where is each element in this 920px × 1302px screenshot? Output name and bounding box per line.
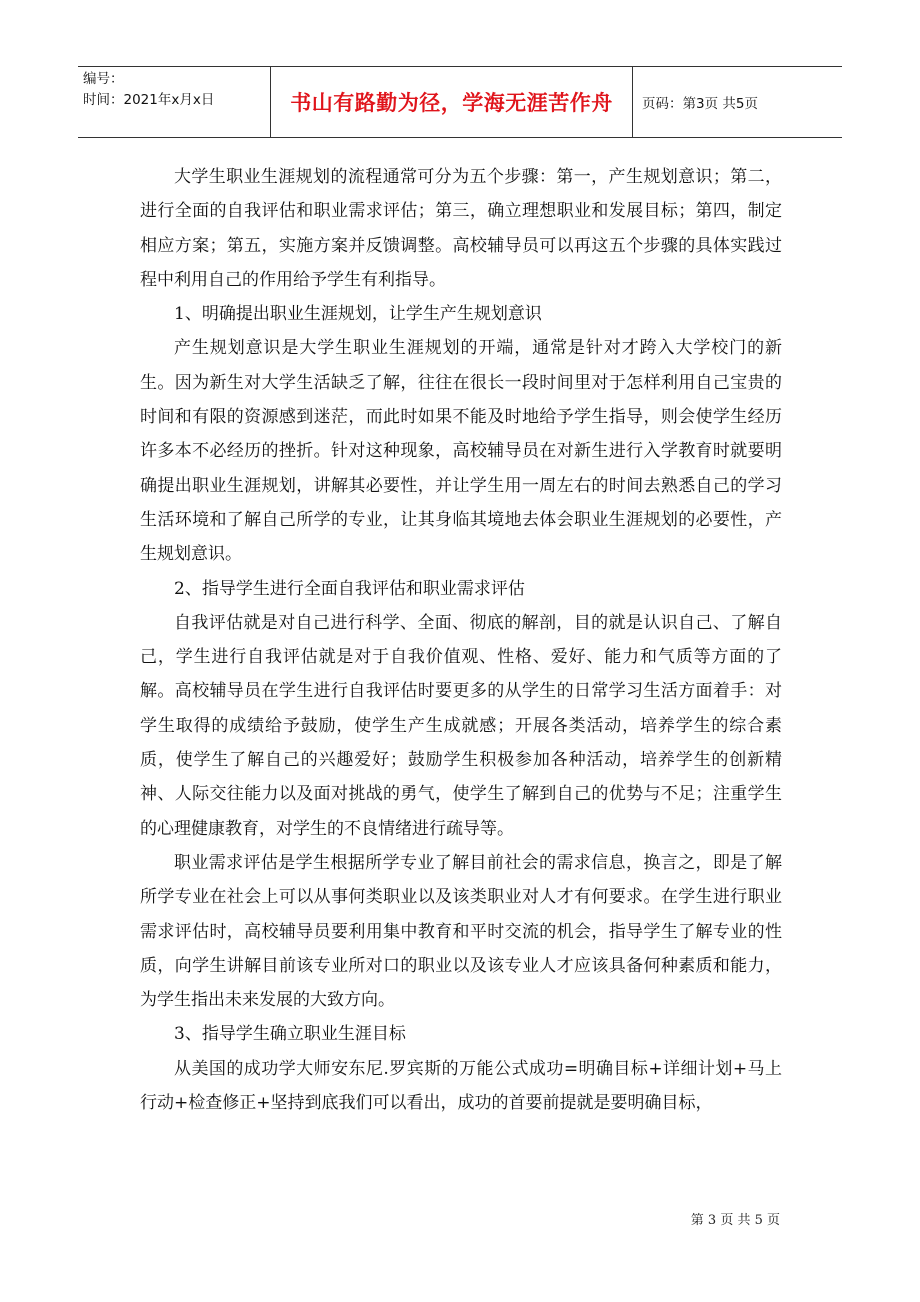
- serial-number-label: 编号：: [83, 71, 124, 87]
- header-meta: [78, 67, 271, 137]
- paragraph: 从美国的成功学大师安东尼.罗宾斯的万能公式成功=明确目标+详细计划+马上行动+检查修正+坚持到底我们可以看出，成功的首要前提就是要明确目标，: [140, 1058, 782, 1114]
- document-body: [140, 160, 782, 1120]
- paragraph: 自我评估就是对自己进行科学、全面、彻底的解剖，目的就是认识自己、了解自己，学生进行自我评估就是对于自我价值观、性格、爱好、能力和气质等方面的了解。高校辅导员在学生进行自我评估时要更多的从学生的日常学习生活方面着手：对学生取得的成绩给予鼓励，使学生产生成就感；开展各类活动，培养学生的综合素质，使学生了解自己的兴趣爱好；鼓励学生积极参加各种活动，培养学生的创新精神、人际交往能力以及面对挑战的勇气，使学生了解到自己的优势与不足；注重学生的心理健康教育，对学生的不良情绪进行疏导等。: [140, 612, 782, 839]
- section-heading-3: 3、指导学生确立职业生涯目标: [174, 1024, 406, 1045]
- paragraph: 产生规划意识是大学生职业生涯规划的开端，通常是针对才跨入大学校门的新生。因为新生对大学生活缺乏了解，往往在很长一段时间里对于怎样利用自己宝贵的时间和有限的资源感到迷茫，而此时如果不能及时地给予学生指导，则会使学生经历许多本不必经历的挫折。针对这种现象，高校辅导员在对新生进行入学教育时就要明确提出职业生涯规划，讲解其必要性，并让学生用一周左右的时间去熟悉自己的学习生活环境和了解自己所学的专业，让其身临其境地去体会职业生涯规划的必要性，产生规划意识。: [140, 338, 782, 565]
- page-footer: 第 3 页 共 5 页: [690, 1213, 780, 1228]
- header-motto: 书山有路勤为径，学海无涯苦作舟: [271, 67, 633, 137]
- paragraph: 职业需求评估是学生根据所学专业了解目前社会的需求信息，换言之，即是了解所学专业在社会上可以从事何类职业以及该类职业对人才有何要求。在学生进行职业需求评估时，高校辅导员要利用集中教育和平时交流的机会，指导学生了解专业的性质，向学生讲解目前该专业所对口的职业以及该专业人才应该具备何种素质和能力，为学生指出未来发展的大致方向。: [140, 852, 782, 1011]
- section-heading-2: 2、指导学生进行全面自我评估和职业需求评估: [174, 578, 525, 599]
- date-label: 时间：2021年x月x日: [83, 92, 215, 108]
- header-page-number: 页码：第3页 共5页: [642, 96, 758, 112]
- section-heading-1: 1、明确提出职业生涯规划，让学生产生规划意识: [174, 304, 542, 325]
- paragraph-intro: 大学生职业生涯规划的流程通常可分为五个步骤：第一，产生规划意识；第二，进行全面的自我评估和职业需求评估；第三，确立理想职业和发展目标；第四，制定相应方案；第五，实施方案并反馈调整。高校辅导员可以再这五个步骤的具体实践过程中利用自己的作用给予学生有利指导。: [140, 167, 782, 290]
- page-header: [78, 66, 842, 138]
